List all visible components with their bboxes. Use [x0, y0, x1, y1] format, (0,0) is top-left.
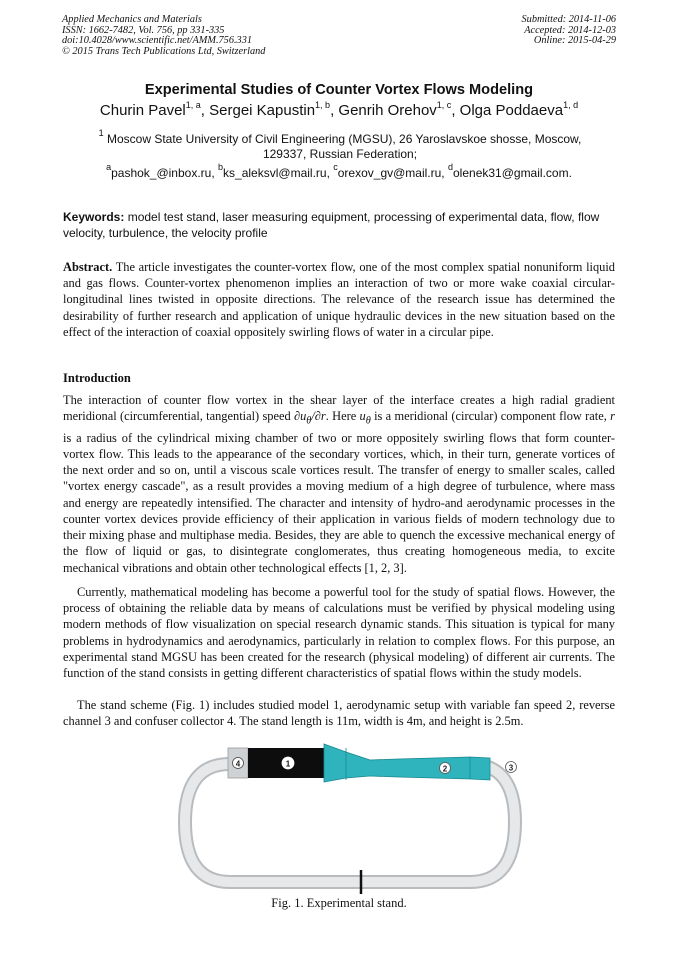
submitted-date: Submitted: 2014-11-06	[521, 14, 616, 25]
label-3: 3	[508, 763, 514, 773]
figure-caption: Fig. 1. Experimental stand.	[271, 896, 407, 910]
author-sup: 1, c	[436, 100, 452, 110]
author-sup: 1, b	[315, 100, 331, 110]
journal-name: Applied Mechanics and Materials	[62, 14, 202, 25]
keywords	[63, 209, 615, 241]
email-link[interactable]: orexov_gv@mail.ru,	[337, 166, 445, 180]
author-sup: 1, d	[563, 100, 579, 110]
p1-text-d: is a radius of the cylindrical mixing chamber of two or more oppositely swirling flows that form counter-vortex flow. This leads to the appearance of the secondary vortices, which, in their turn, generate vortices of the next order and so on, until a viscous scale vortices result. The transfer of energy to smaller scales, called "vortex energy cascade", as a result provides a moving medium of a high degree of turbulence, where mass and energy are repeatedly intensified. The character and intensity of hydro-and aerodynamic processes in the counter vortex devices provide efficiency of their application in various fields of modern technology due to their mixing phase and multiphase media. Besides, they are able to quench the excessive mechanical energy of the flow of liquid or gas, to disintegrate conglomerates, thus creating homogeneous media, to excite mechanical vibrations and obtain other technological effects [1, 2, 3].	[63, 430, 615, 575]
math-partial-derivative: $\partial u_\theta/\partial r$	[293, 409, 326, 427]
keywords-text: model test stand, laser measuring equipment, processing of experimental data, flow, flow velocity, turbulence, the velocity profile	[63, 210, 600, 240]
aerodynamic-setup-2	[324, 744, 490, 782]
email-sup: c	[333, 162, 338, 172]
abstract-text: The article investigates the counter-vortex flow, one of the most complex spatial nonuniform liquid and gas flows. Counter-vortex phenomenon implies an interaction of two or more wake coaxial circular-longitudinal lines twisted in opposite directions. The relevance of the research issue has determined the desirability of further research and application of unique hydraulic devices in the new situation based on the effect of the interaction of coaxial oppositely swirling flows of water in a circular pipe.	[63, 260, 616, 339]
abstract	[63, 259, 615, 340]
accepted-date: Accepted: 2014-12-03	[524, 24, 616, 36]
keywords-label: Keywords:	[63, 210, 125, 224]
journal-header	[62, 15, 265, 57]
email-sup: b	[218, 162, 224, 172]
affiliation-sup: 1	[98, 128, 104, 138]
email-link[interactable]: pashok_@inbox.ru,	[111, 166, 215, 180]
section-heading-introduction: Introduction	[63, 371, 131, 385]
copyright-line: © 2015 Trans Tech Publications Ltd, Switzerland	[62, 45, 266, 57]
label-2: 2	[442, 764, 448, 774]
affiliation	[80, 128, 600, 162]
intro-paragraph-1	[63, 392, 615, 576]
dates-header	[522, 15, 616, 47]
label-4: 4	[235, 759, 241, 769]
online-date: Online: 2015-04-29	[533, 35, 616, 46]
math-r: r	[610, 409, 615, 424]
issn-line: ISSN: 1662-7482, Vol. 756, pp 331-335	[62, 24, 225, 36]
reverse-channel-loop	[185, 764, 515, 882]
email-link[interactable]: olenek31@gmail.com.	[453, 166, 572, 180]
p1-text-c: is a meridional (circular) component flow rate,	[374, 409, 607, 424]
author-name: Genrih Orehov	[338, 102, 437, 119]
email-sup: d	[447, 162, 453, 172]
author-list: Churin Pavel$^{1, a}$, Sergei Kapustin$^{1, b}$, Genrih Orehov$^{1, c}$, Olga Poddaeva$^{1, d}$	[99, 100, 579, 119]
author-name: Sergei Kapustin	[209, 102, 316, 119]
p1-text-b: . Here	[325, 409, 357, 424]
experimental-stand-figure	[170, 742, 530, 902]
abstract-label: Abstract.	[63, 260, 113, 274]
author-name: Olga Poddaeva	[459, 102, 564, 119]
label-1: 1	[285, 759, 291, 769]
paper-title: Experimental Studies of Counter Vortex Flows Modeling	[144, 82, 534, 98]
author-name: Churin Pavel	[99, 102, 186, 119]
affiliation-text: Moscow State University of Civil Engineering (MGSU), 26 Yaroslavskoe shosse, Moscow, 129337, Russian Federation;	[106, 132, 582, 161]
math-u-theta: $u_\theta$	[359, 409, 371, 427]
p1-text-a: The interaction of counter flow vortex in the shear layer of the interface creates a high radial gradient meridional (circumferential, tangential) speed	[63, 393, 615, 424]
email-list	[0, 162, 678, 180]
intro-paragraph-3: The stand scheme (Fig. 1) includes studied model 1, aerodynamic setup with variable fan speed 2, reverse channel 3 and confuser collector 4. The stand length is 11m, width is 4m, and height is 2.5m.	[63, 698, 615, 729]
doi-line: doi:10.4028/www.scientific.net/AMM.756.331	[62, 35, 252, 46]
email-sup: a	[106, 162, 112, 172]
author-sup: 1, a	[185, 100, 201, 110]
email-link[interactable]: ks_aleksvl@mail.ru,	[223, 166, 330, 180]
intro-paragraph-2: Currently, mathematical modeling has become a powerful tool for the study of spatial flows. However, the process of obtaining the reliable data by means of calculations must be verified by physical modeling using modern methods of flow visualization on special research dynamic stands. This situation is typical for many problems in hydrodynamics and aerodynamics, particularly in relation to complex flows. For this purpose, an experimental stand MGSU has been created for the research (physical modeling) of different air currents. The function of the stand consists in getting different characteristics of spatial flows within the study models.	[63, 585, 615, 681]
